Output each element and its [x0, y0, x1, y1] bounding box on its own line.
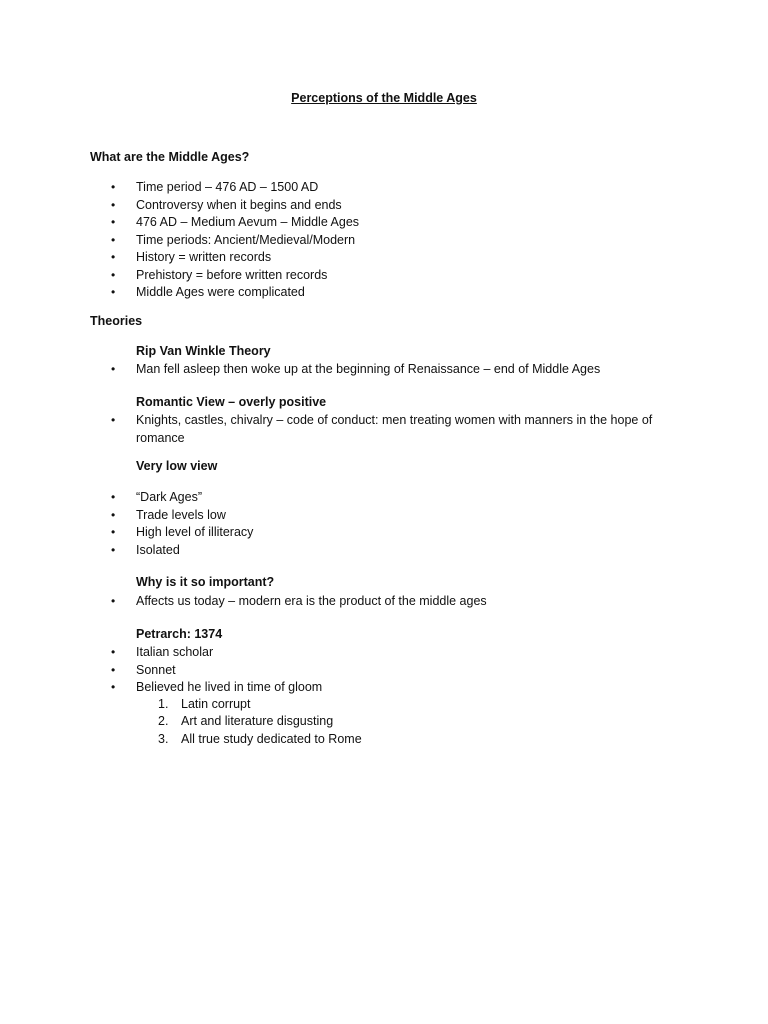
- list-item: • High level of illiteracy: [0, 524, 768, 542]
- list-petrarch: [0, 644, 768, 697]
- subheading-romantic-view: Romantic View – overly positive: [136, 395, 327, 409]
- list-why-important: [0, 593, 768, 611]
- list-item: • Sonnet: [0, 662, 768, 680]
- bullet-icon: •: [111, 285, 116, 299]
- item-number: 1.: [158, 697, 169, 711]
- list-item: • Trade levels low: [0, 507, 768, 525]
- list-what: [0, 179, 768, 302]
- bullet-icon: •: [111, 180, 116, 194]
- list-item: • Controversy when it begins and ends: [0, 197, 768, 215]
- list-item: • Man fell asleep then woke up at the beginning of Renaissance – end of Middle Ages: [0, 361, 768, 379]
- document-title: Perceptions of the Middle Ages: [291, 91, 477, 105]
- subheading-rip-van-winkle: Rip Van Winkle Theory: [136, 344, 271, 358]
- subheading-very-low-view: Very low view: [136, 459, 218, 473]
- list-item: • “Dark Ages”: [0, 489, 768, 507]
- list-romantic-view: [0, 412, 768, 447]
- bullet-icon: •: [111, 490, 116, 504]
- subheading-why-important: Why is it so important?: [136, 575, 275, 589]
- bullet-icon: •: [111, 645, 116, 659]
- bullet-icon: •: [111, 413, 116, 427]
- numbered-item: 1. Latin corrupt: [0, 696, 768, 713]
- subheading-petrarch: Petrarch: 1374: [136, 627, 223, 641]
- list-item: • Knights, castles, chivalry – code of conduct: men treating women with manners in the hope of romance: [111, 413, 653, 445]
- list-item: • Believed he lived in time of gloom: [0, 679, 768, 697]
- numbered-item: 2. Art and literature disgusting: [0, 713, 768, 730]
- bullet-icon: •: [111, 542, 116, 557]
- list-very-low-view: [0, 489, 768, 559]
- bullet-icon: •: [111, 215, 116, 229]
- bullet-icon: •: [111, 525, 116, 539]
- bullet-icon: •: [111, 680, 116, 694]
- numbered-list-petrarch: [0, 696, 768, 748]
- list-item: • Isolated: [0, 542, 768, 560]
- bullet-icon: •: [111, 507, 116, 522]
- list-item: • Time period – 476 AD – 1500 AD: [0, 179, 768, 197]
- bullet-icon: •: [111, 594, 116, 608]
- bullet-icon: •: [111, 250, 116, 264]
- bullet-icon: •: [111, 197, 116, 212]
- item-number: 2.: [158, 714, 169, 729]
- list-item: • History = written records: [0, 249, 768, 267]
- list-item: • Italian scholar: [0, 644, 768, 662]
- list-rip-van-winkle: [0, 361, 768, 379]
- section-heading-theories: Theories: [90, 314, 143, 328]
- bullet-icon: •: [111, 662, 116, 677]
- list-item: • Prehistory = before written records: [0, 267, 768, 285]
- bullet-icon: •: [111, 232, 116, 247]
- list-item: • 476 AD – Medium Aevum – Middle Ages: [0, 214, 768, 232]
- section-heading-what: What are the Middle Ages?: [90, 150, 250, 164]
- list-item: • Affects us today – modern era is the product of the middle ages: [0, 593, 768, 611]
- bullet-icon: •: [111, 362, 116, 376]
- bullet-icon: •: [111, 267, 116, 282]
- list-item: • Middle Ages were complicated: [0, 284, 768, 302]
- list-item: • Time periods: Ancient/Medieval/Modern: [0, 232, 768, 250]
- item-number: 3.: [158, 731, 169, 746]
- numbered-item: 3. All true study dedicated to Rome: [0, 731, 768, 748]
